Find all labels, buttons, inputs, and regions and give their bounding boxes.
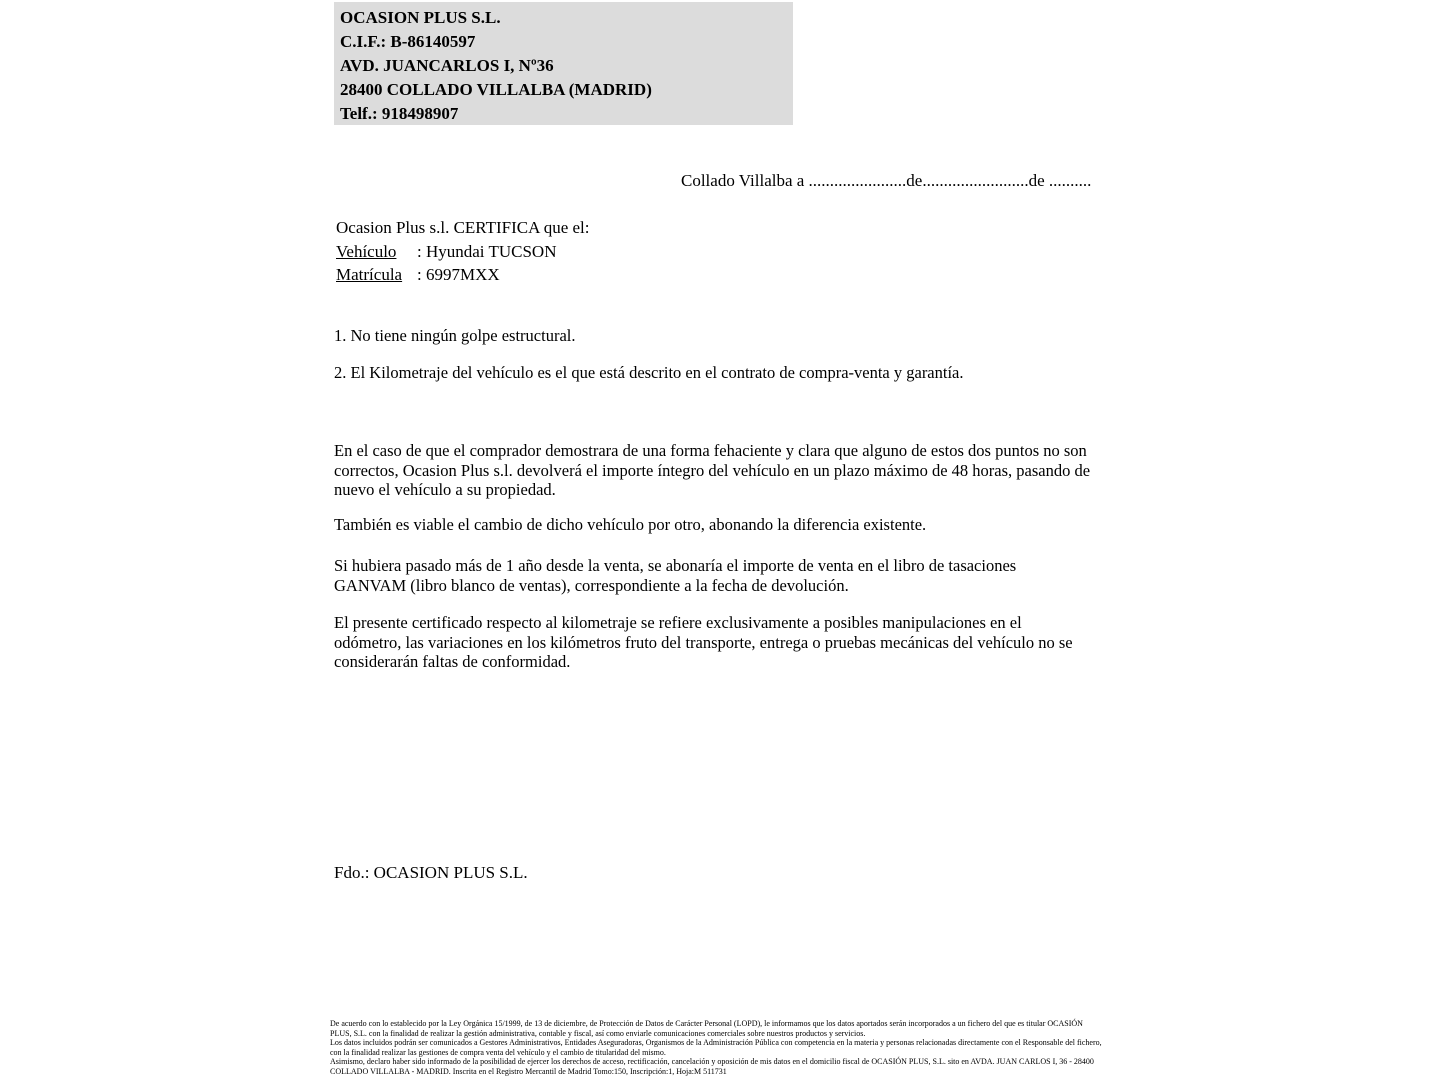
date-line: Collado Villalba a .......................de.........................de .......... (681, 171, 1092, 190)
plate-label: Matrícula (336, 265, 403, 284)
paragraph-exchange: También es viable el cambio de dicho vehículo por otro, abonando la diferencia existente. (334, 515, 927, 534)
paragraph-refund: En el caso de que el comprador demostrara de una forma fehaciente y clara que alguno de estos dos puntos no son correctos, Ocasion Plus s.l. devolverá el importe íntegro del vehículo en un plazo máximo de 48 horas, pasando de nuevo el vehículo a su propiedad. (334, 441, 1091, 500)
legal-paragraph-data-sharing: Los datos incluidos podrán ser comunicados a Gestores Administrativos, Entidades Aseguradoras, Organismos de la Administración Pública con competencia en la materia y personas relacionadas directamente con el Responsable del fichero, con la finalidad realizar las gestiones de compra venta del vehículo y el cambio de titularidad del mismo. (330, 1038, 1102, 1057)
paragraph-odometer: El presente certificado respecto al kilometraje se refiere exclusivamente a posibles manipulaciones en el odómetro, las variaciones en los kilómetros fruto del transporte, entrega o pruebas mecánicas del vehículo no se considerarán faltas de conformidad. (334, 613, 1073, 672)
certification-block (336, 216, 590, 287)
vehicle-value: : Hyundai TUCSON (417, 241, 557, 261)
certification-intro: Ocasion Plus s.l. CERTIFICA que el: (336, 218, 590, 237)
paragraph-ganvam: Si hubiera pasado más de 1 año desde la venta, se abonaría el importe de venta en el libro de tasaciones GANVAM (libro blanco de ventas), correspondiente a la fecha de devolución. (334, 556, 1017, 595)
company-city: 28400 COLLADO VILLALBA (MADRID) (340, 80, 652, 99)
vehicle-label: Vehículo (336, 241, 397, 261)
plate-row (336, 263, 590, 287)
legal-footer (330, 1019, 1102, 1077)
legal-paragraph-lopd: De acuerdo con lo establecido por la Ley Orgánica 15/1999, de 13 de diciembre, de Protección de Datos de Carácter Personal (LOPD), le informamos que los datos aportados serán incorporados a un fichero del que es titular OCASIÓN PLUS, S.L. con la finalidad de realizar la gestión administrativa, contable y fiscal, así como enviarle comunicaciones comerciales sobre nuestros productos y servicios. (330, 1019, 1083, 1038)
company-address: AVD. JUANCARLOS I, Nº36 (340, 56, 554, 75)
company-header (334, 2, 793, 125)
point-mileage: 2. El Kilometraje del vehículo es el que está descrito en el contrato de compra-venta y garantía. (334, 363, 964, 382)
point-structural: 1. No tiene ningún golpe estructural. (334, 326, 576, 345)
company-name: OCASION PLUS S.L. (340, 8, 501, 27)
signature-line: Fdo.: OCASION PLUS S.L. (334, 863, 528, 882)
company-cif: C.I.F.: B-86140597 (340, 32, 476, 51)
company-phone: Telf.: 918498907 (340, 104, 459, 123)
vehicle-row (336, 240, 590, 264)
plate-value: : 6997MXX (417, 265, 500, 284)
legal-paragraph-rights: Asimismo, declaro haber sido informado de la posibilidad de ejercer los derechos de acceso, rectificación, cancelación y oposición de mis datos en el domicilio fiscal de OCASIÓN PLUS, S.L. sito en AVDA. JUAN CARLOS I, 36 - 28400 COLLADO VILLALBA - MADRID. Inscrita en el Registro Mercantil de Madrid Tomo:150, Inscripción:1, Hoja:M 511731 (330, 1057, 1094, 1076)
